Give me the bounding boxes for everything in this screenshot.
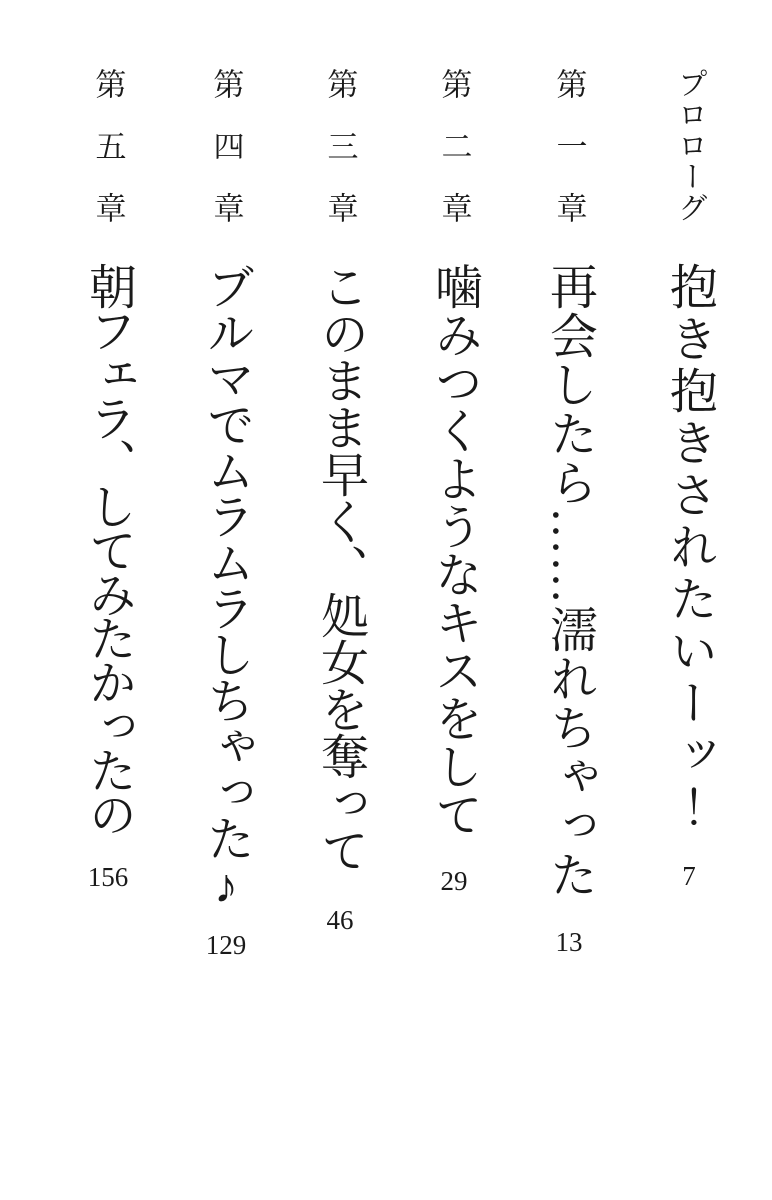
chapter-label: 第三章 <box>322 68 358 254</box>
chapter-title: 再会したら……濡れちゃった <box>542 262 596 899</box>
chapter-title: ブルマでムラムラしちゃった♪ <box>199 262 253 911</box>
chapter-page-number: 46 <box>326 905 354 935</box>
chapter-page-number: 29 <box>440 866 468 896</box>
chapter-label: 第五章 <box>90 68 126 254</box>
chapter-page-number: 129 <box>205 930 247 960</box>
chapter-label: プロローグ <box>673 68 706 223</box>
chapter-label: 第二章 <box>436 68 472 254</box>
chapter-title: 抱き抱きされたいーッ！ <box>662 262 716 834</box>
chapter-page-number: 13 <box>555 927 583 957</box>
chapter-label: 第一章 <box>551 68 587 254</box>
chapter-title: 朝フェラ、してみたかったの <box>81 262 135 834</box>
chapter-page-number: 156 <box>87 862 129 892</box>
chapter-title: 噛みつくようなキスをして <box>427 262 481 838</box>
chapter-title: このまま早く、処女を奪って <box>313 262 367 873</box>
chapter-page-number: 7 <box>682 861 696 891</box>
chapter-label: 第四章 <box>208 68 244 254</box>
